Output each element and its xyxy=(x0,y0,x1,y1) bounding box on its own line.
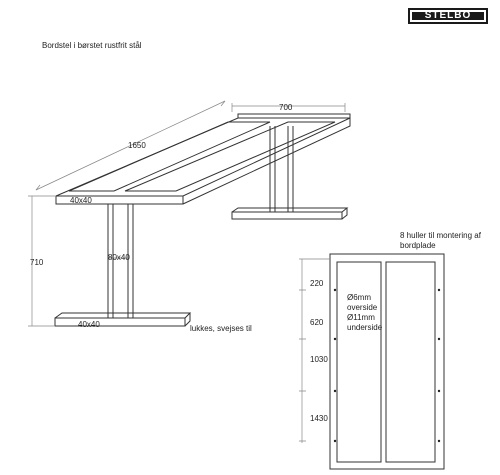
profile-leg-label: 80x40 xyxy=(108,253,130,262)
hole-dim-label: 1030 xyxy=(310,355,328,364)
hole-note-line2: overside xyxy=(347,303,378,312)
top-frame-inner-left xyxy=(69,122,270,191)
hole-note-line1: Ø6mm xyxy=(347,293,371,302)
hole-dim-label: 1430 xyxy=(310,414,328,423)
hole xyxy=(438,390,440,392)
back-leg xyxy=(270,126,293,212)
hole-note-line3: Ø11mm xyxy=(347,313,375,322)
dim-width-label: 700 xyxy=(279,103,293,112)
plate-slot-right xyxy=(386,262,435,462)
mount-note-line1: 8 huller til montering af xyxy=(400,231,481,240)
hole xyxy=(334,338,336,340)
plate-slot-left xyxy=(337,262,381,462)
dim-length-label: 1650 xyxy=(128,141,146,150)
hole-dim-label: 220 xyxy=(310,279,324,288)
profile-foot-label: 40x40 xyxy=(78,320,100,329)
hole xyxy=(334,289,336,291)
hole-dim-label: 620 xyxy=(310,318,324,327)
page-title: Bordstel i børstet rustfrit stål xyxy=(42,41,142,50)
logo-text: STELBO xyxy=(412,12,484,20)
hole xyxy=(334,390,336,392)
weld-note: lukkes, svejses til xyxy=(190,324,252,333)
hole xyxy=(438,289,440,291)
back-foot xyxy=(232,212,342,219)
front-foot xyxy=(55,318,185,326)
hole xyxy=(438,338,440,340)
mount-note-line2: bordplade xyxy=(400,241,436,250)
plate-outer xyxy=(330,254,444,469)
hole-note-line4: underside xyxy=(347,323,383,332)
top-frame-outer xyxy=(56,118,350,196)
top-frame-inner-right xyxy=(125,122,335,191)
hole xyxy=(334,440,336,442)
dim-height-label: 710 xyxy=(30,258,44,267)
hole xyxy=(438,440,440,442)
profile-top-label: 40x40 xyxy=(70,196,92,205)
